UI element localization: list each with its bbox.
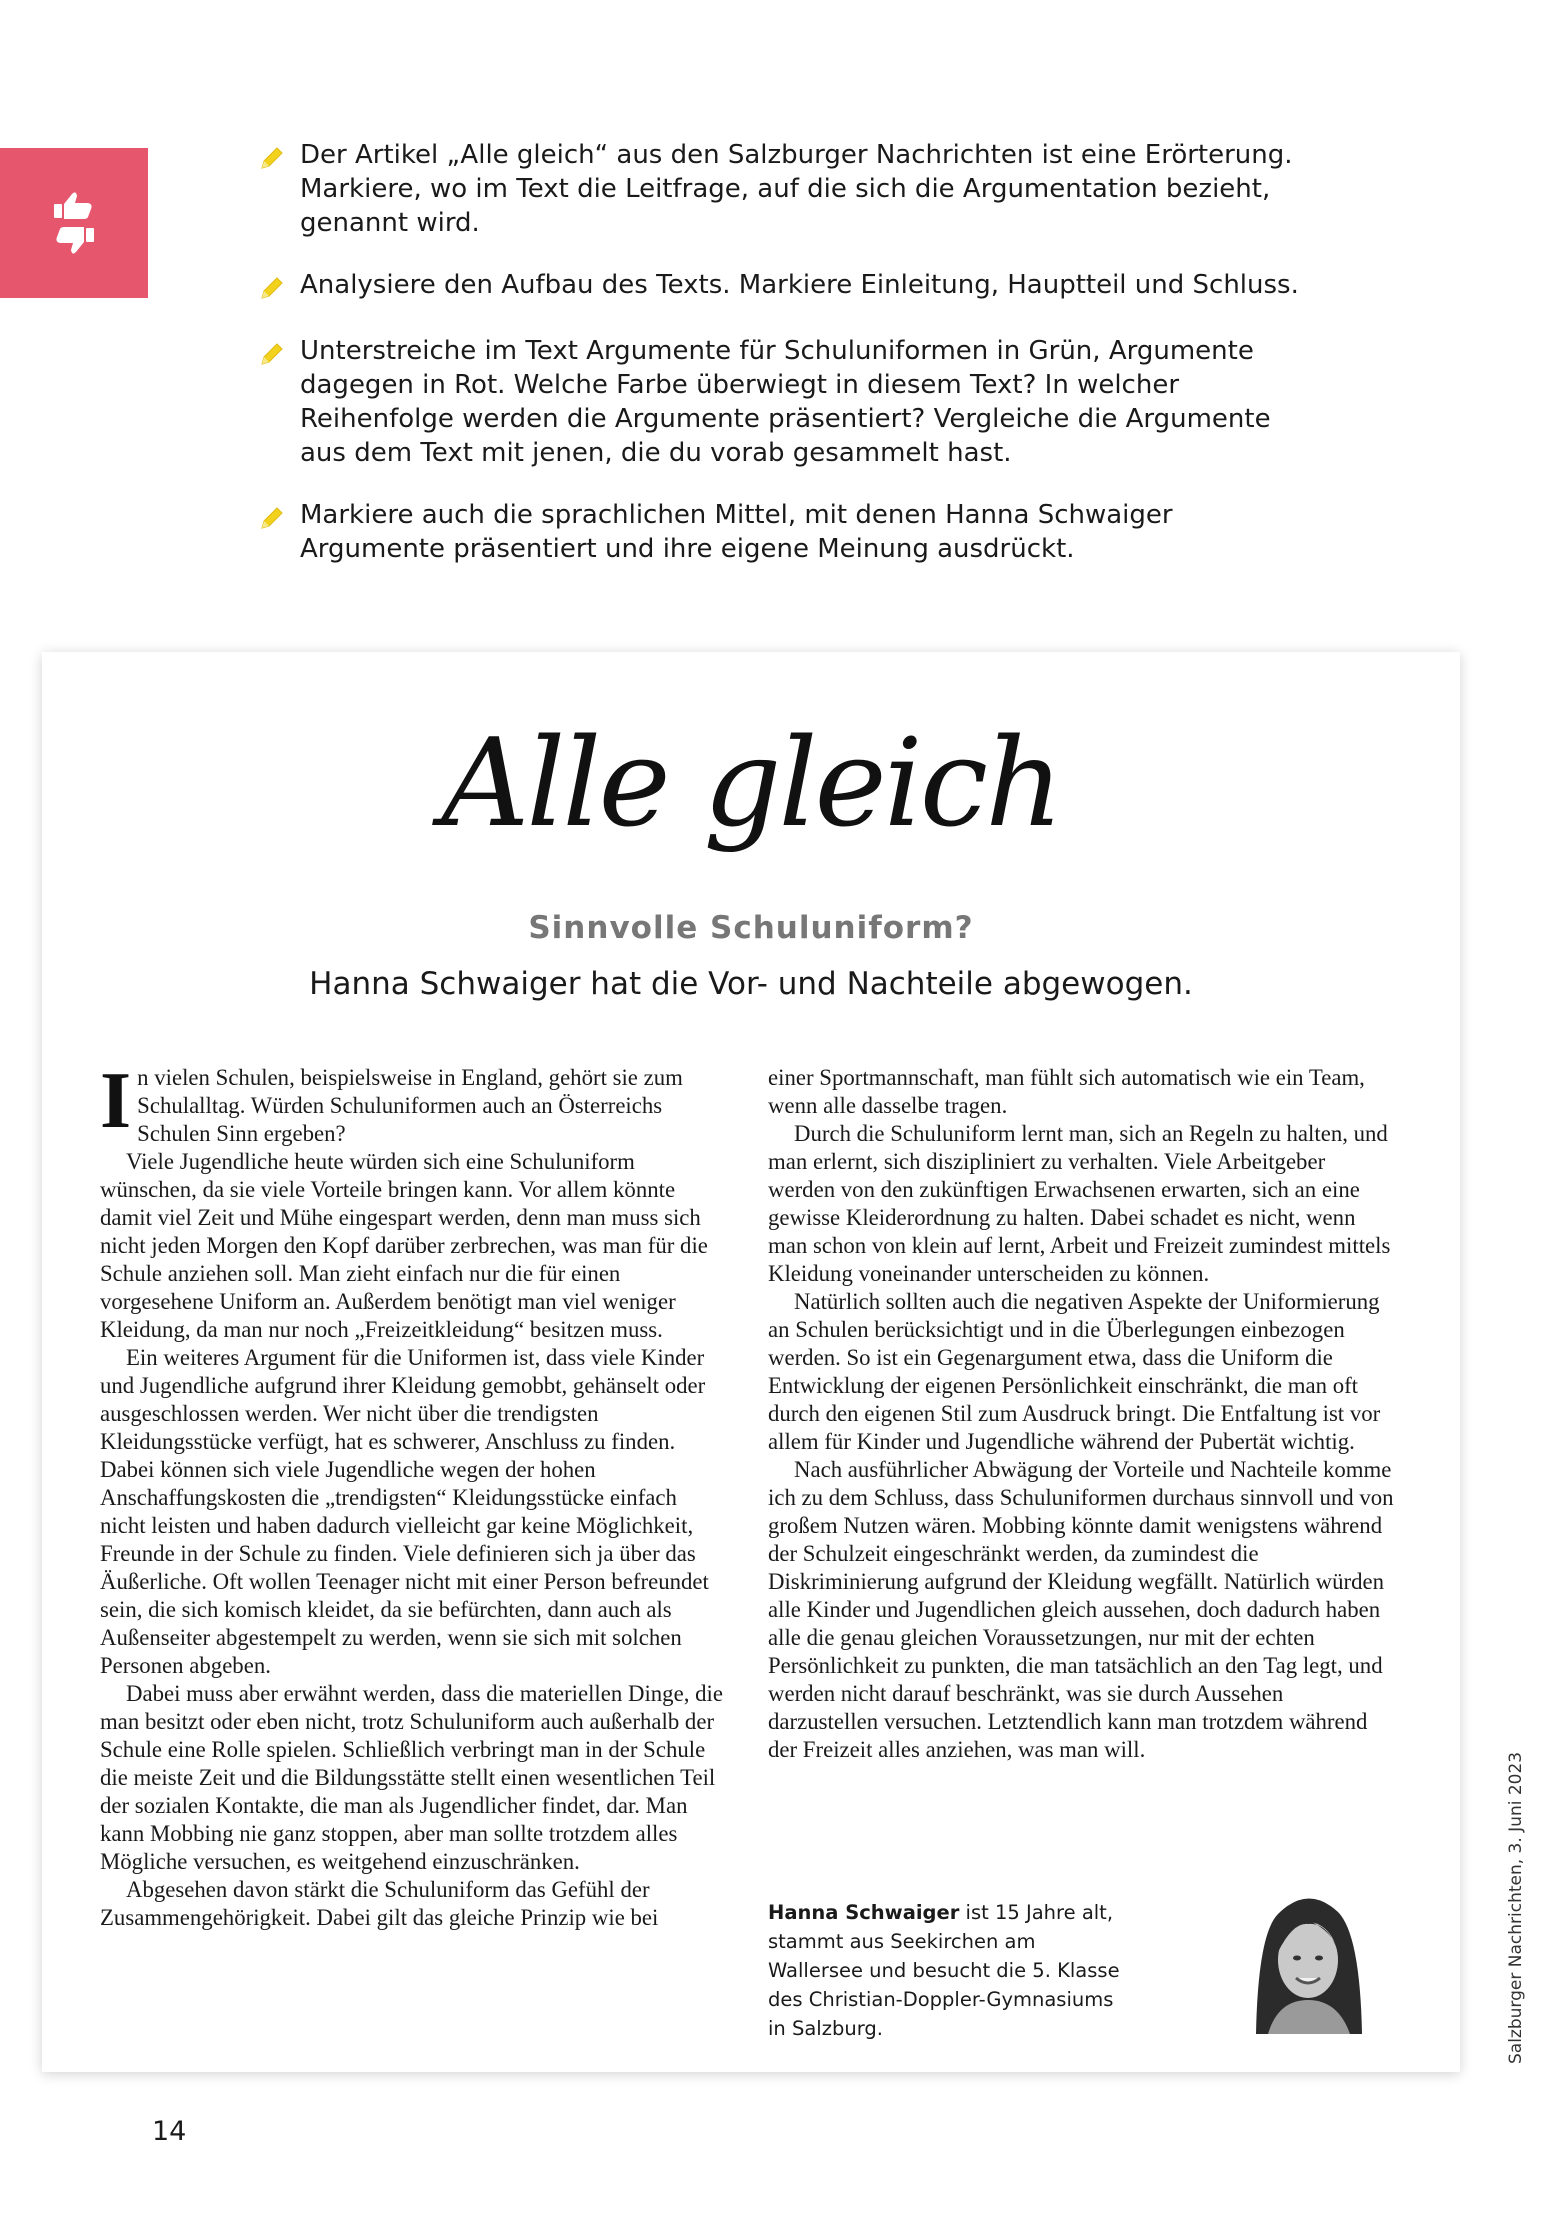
article-column-left xyxy=(100,1057,726,1932)
article-paragraph: In vielen Schulen, beispielsweise in England, gehört sie zum Schulalltag. Würden Schuluniformen auch an Österreichs Schulen Sinn ergeben? xyxy=(100,1057,683,1146)
article-paragraph: Natürlich sollten auch die negativen Aspekte der Uniformierung an Schulen berücksichtigt und in die Überlegungen einbezogen werden. So ist ein Gegenargument etwa, dass die Uniform die Entwicklung der eigenen Persönlichkeit einschränkt, die man oft durch den eigenen Stil zum Ausdruck bringt. Die Entfaltung ist vor allem für Kinder und Jugendliche während der Pubertät wichtig. xyxy=(768,1289,1381,1454)
article-kicker: Sinnvolle Schuluniform? xyxy=(528,910,974,946)
author-bio-text: ist 15 Jahre alt, stammt aus Seekirchen am Wallersee und besucht die 5. Klasse des Christian-Doppler-Gymnasiums in Salzburg. xyxy=(768,1901,1120,2040)
task-text: Der Artikel „Alle gleich“ aus den Salzburger Nachrichten ist eine Erörterung. Markiere, wo im Text die Leitfrage, auf die sich die Argumentation bezieht, genannt wird. xyxy=(300,140,1293,238)
task-item xyxy=(258,498,1318,566)
pencil-icon xyxy=(258,138,300,176)
article-paragraph: Abgesehen davon stärkt die Schuluniform das Gefühl der Zusammengehörigkeit. Dabei gilt das gleiche Prinzip wie bei xyxy=(100,1877,659,1930)
page-number: 14 xyxy=(152,2116,187,2147)
article-title: Alle gleich xyxy=(441,712,1061,854)
author-bio xyxy=(768,1898,1128,2043)
article-paragraph: Durch die Schuluniform lernt man, sich an Regeln zu halten, und man erlernt, sich diszipliniert zu verhalten. Viele Arbeitgeber werden von den zukünftigen Erwachsenen erwarten, sich an eine gewisse Kleiderordnung zu halten. Dabei schadet es nicht, wenn man schon von klein auf lernt, Arbeit und Freizeit zumindest mittels Kleidung voneinander unterscheiden zu können. xyxy=(768,1121,1391,1286)
article-paragraph: Nach ausführlicher Abwägung der Vorteile und Nachteile komme ich zu dem Schluss, dass Schuluniformen durchaus sinnvoll und von großem Nutzen wären. Mobbing könnte damit wenigstens während der Schulzeit eingeschränkt werden, da zumindest die Diskriminierung aufgrund der Kleidung wegfällt. Natürlich würden alle Kinder und Jugendlichen gleich aussehen, doch dadurch haben alle die genau gleichen Voraussetzungen, nur mit der echten Persönlichkeit zu punkten, die man tatsächlich an den Tag legt, und werden nicht darauf beschränkt, was sie durch Aussehen darzustellen versuchen. Letztendlich kann man trotzdem während der Freizeit alles anziehen, was man will. xyxy=(768,1457,1394,1762)
pencil-icon xyxy=(258,498,300,536)
task-text: Analysiere den Aufbau des Texts. Markiere Einleitung, Hauptteil und Schluss. xyxy=(300,270,1299,300)
task-item xyxy=(258,138,1318,240)
article-paragraph: Ein weiteres Argument für die Uniformen ist, dass viele Kinder und Jugendliche aufgrund ihrer Kleidung gemobbt, gehänselt oder ausgeschlossen werden. Wer nicht über die trendigsten Kleidungsstücke verfügt, hat es schwerer, Anschluss zu finden. Dabei können sich viele Jugendliche wegen der hohen Anschaffungskosten die „trendigsten“ Kleidungsstücke einfach nicht leisten und haben dadurch vielleicht gar keine Möglichkeit, Freunde in der Schule zu finden. Viele definieren sich ja über das Äußerliche. Oft wollen Teenager nicht mit einer Person befreundet sein, die sich komisch kleidet, da sie befürchten, dann auch als Außenseiter abgestempelt zu werden, wenn sie sich mit solchen Personen abgeben. xyxy=(100,1345,709,1678)
task-list xyxy=(258,138,1318,594)
pencil-icon xyxy=(258,334,300,372)
thumbs-badge xyxy=(0,148,148,298)
article-paragraph: Viele Jugendliche heute würden sich eine Schuluniform wünschen, da sie viele Vorteile bringen kann. Vor allem könnte damit viel Zeit und Mühe eingespart werden, denn man muss sich nicht jeden Morgen den Kopf darüber zerbrechen, was man für die Schule anziehen soll. Man zieht einfach nur die für einen vorgesehene Uniform an. Außerdem benötigt man viel weniger Kleidung, da man nur noch „Freizeitkleidung“ besitzen muss. xyxy=(100,1149,708,1342)
task-item xyxy=(258,334,1318,470)
article-column-right xyxy=(768,1064,1394,1764)
task-text: Unterstreiche im Text Argumente für Schuluniformen in Grün, Argumente dagegen in Rot. Welche Farbe überwiegt in diesem Text? In welcher Reihenfolge werden die Argumente präsentiert? Vergleiche die Argumente aus dem Text mit jenen, die du vorab gesammelt hast. xyxy=(300,336,1271,468)
author-portrait xyxy=(1238,1874,1378,2034)
source-credit: Salzburger Nachrichten, 3. Juni 2023 xyxy=(1506,1751,1526,2064)
pencil-icon xyxy=(258,268,300,306)
article-paragraph: Dabei muss aber erwähnt werden, dass die materiellen Dinge, die man besitzt oder eben nicht, trotz Schuluniform auch außerhalb der Schule eine Rolle spielen. Schließlich verbringt man in der Schule die meiste Zeit und die Bildungsstätte stellt einen wesentlichen Teil der sozialen Kontakte, die man als Jugendlicher findet, dar. Man kann Mobbing nie ganz stoppen, aber man sollte trotzdem alles Mögliche versuchen, es weitgehend einzuschränken. xyxy=(100,1681,723,1874)
author-name: Hanna Schwaiger xyxy=(768,1901,960,1924)
thumbs-up-down-icon xyxy=(52,190,96,256)
task-item xyxy=(258,268,1318,306)
task-text: Markiere auch die sprachlichen Mittel, mit denen Hanna Schwaiger Argumente präsentiert und ihre eigene Meinung ausdrückt. xyxy=(300,500,1173,564)
drop-cap: I xyxy=(100,1057,132,1145)
article-subtitle: Hanna Schwaiger hat die Vor- und Nachteile abgewogen. xyxy=(309,966,1193,1002)
article-paragraph: einer Sportmannschaft, man fühlt sich automatisch wie ein Team, wenn alle dasselbe tragen. xyxy=(768,1065,1365,1118)
article-card xyxy=(42,652,1460,2072)
